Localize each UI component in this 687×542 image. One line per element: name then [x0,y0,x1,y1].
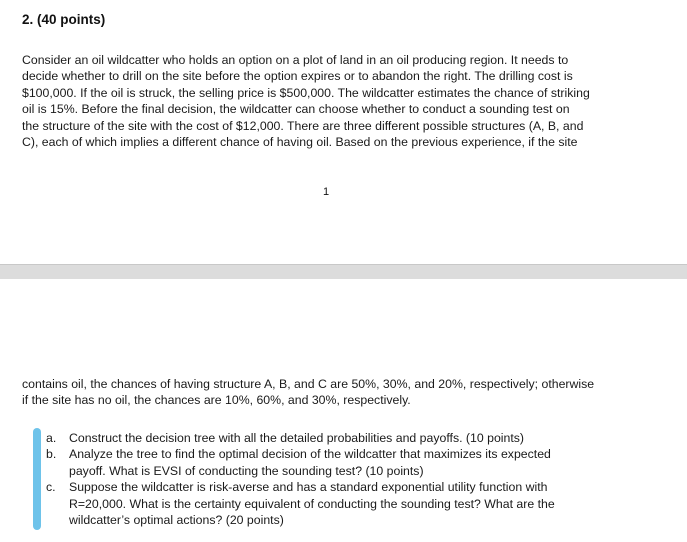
sub-question-b [46,446,646,479]
intro-paragraph [22,52,642,150]
page-break-divider [0,264,687,280]
item-marker: b. [46,447,57,462]
intro-line: Consider an oil wildcatter who holds an option on a plot of land in an oil producing region. It needs to [22,53,569,67]
item-line: payoff. What is EVSI of conducting the sounding test? (10 points) [69,463,424,478]
sub-question-a [46,430,646,446]
item-line: wildcatter’s optimal actions? (20 points) [69,513,284,528]
item-line: Analyze the tree to find the optimal decision of the wildcatter that maximizes its expected [69,447,551,462]
item-line: Construct the decision tree with all the detailed probabilities and payoffs. (10 points) [69,431,525,445]
item-line: R=20,000. What is the certainty equivalent of conducting the sounding test? What are the [69,496,555,511]
intro-line: oil is 15%. Before the final decision, the wildcatter can choose whether to conduct a sounding test on [22,102,570,117]
item-line: Suppose the wildcatter is risk-averse and has a standard exponential utility function with [69,480,548,495]
highlight-marker [33,428,41,530]
intro-line: the structure of the site with the cost of $12,000. There are three different possible structures (A, B, and [22,118,584,133]
page-number: 1 [323,186,330,198]
intro-line: decide whether to drill on the site before the option expires or to abandon the right. The drilling cost is [22,69,573,84]
continuation-line: contains oil, the chances of having structure A, B, and C are 50%, 30%, and 20%, respectively; otherwise [22,377,595,391]
sub-question-list [46,430,646,528]
item-marker: a. [46,431,57,445]
intro-line: C), each of which implies a different chance of having oil. Based on the previous experience, if the site [22,135,578,150]
sub-question-c [46,479,646,528]
continuation-line: if the site has no oil, the chances are 10%, 60%, and 30%, respectively. [22,393,411,408]
continuation-paragraph [22,376,652,409]
intro-line: $100,000. If the oil is struck, the selling price is $500,000. The wildcatter estimates the chance of striking [22,85,590,100]
question-heading: 2. (40 points) [22,12,106,27]
item-marker: c. [46,480,56,495]
